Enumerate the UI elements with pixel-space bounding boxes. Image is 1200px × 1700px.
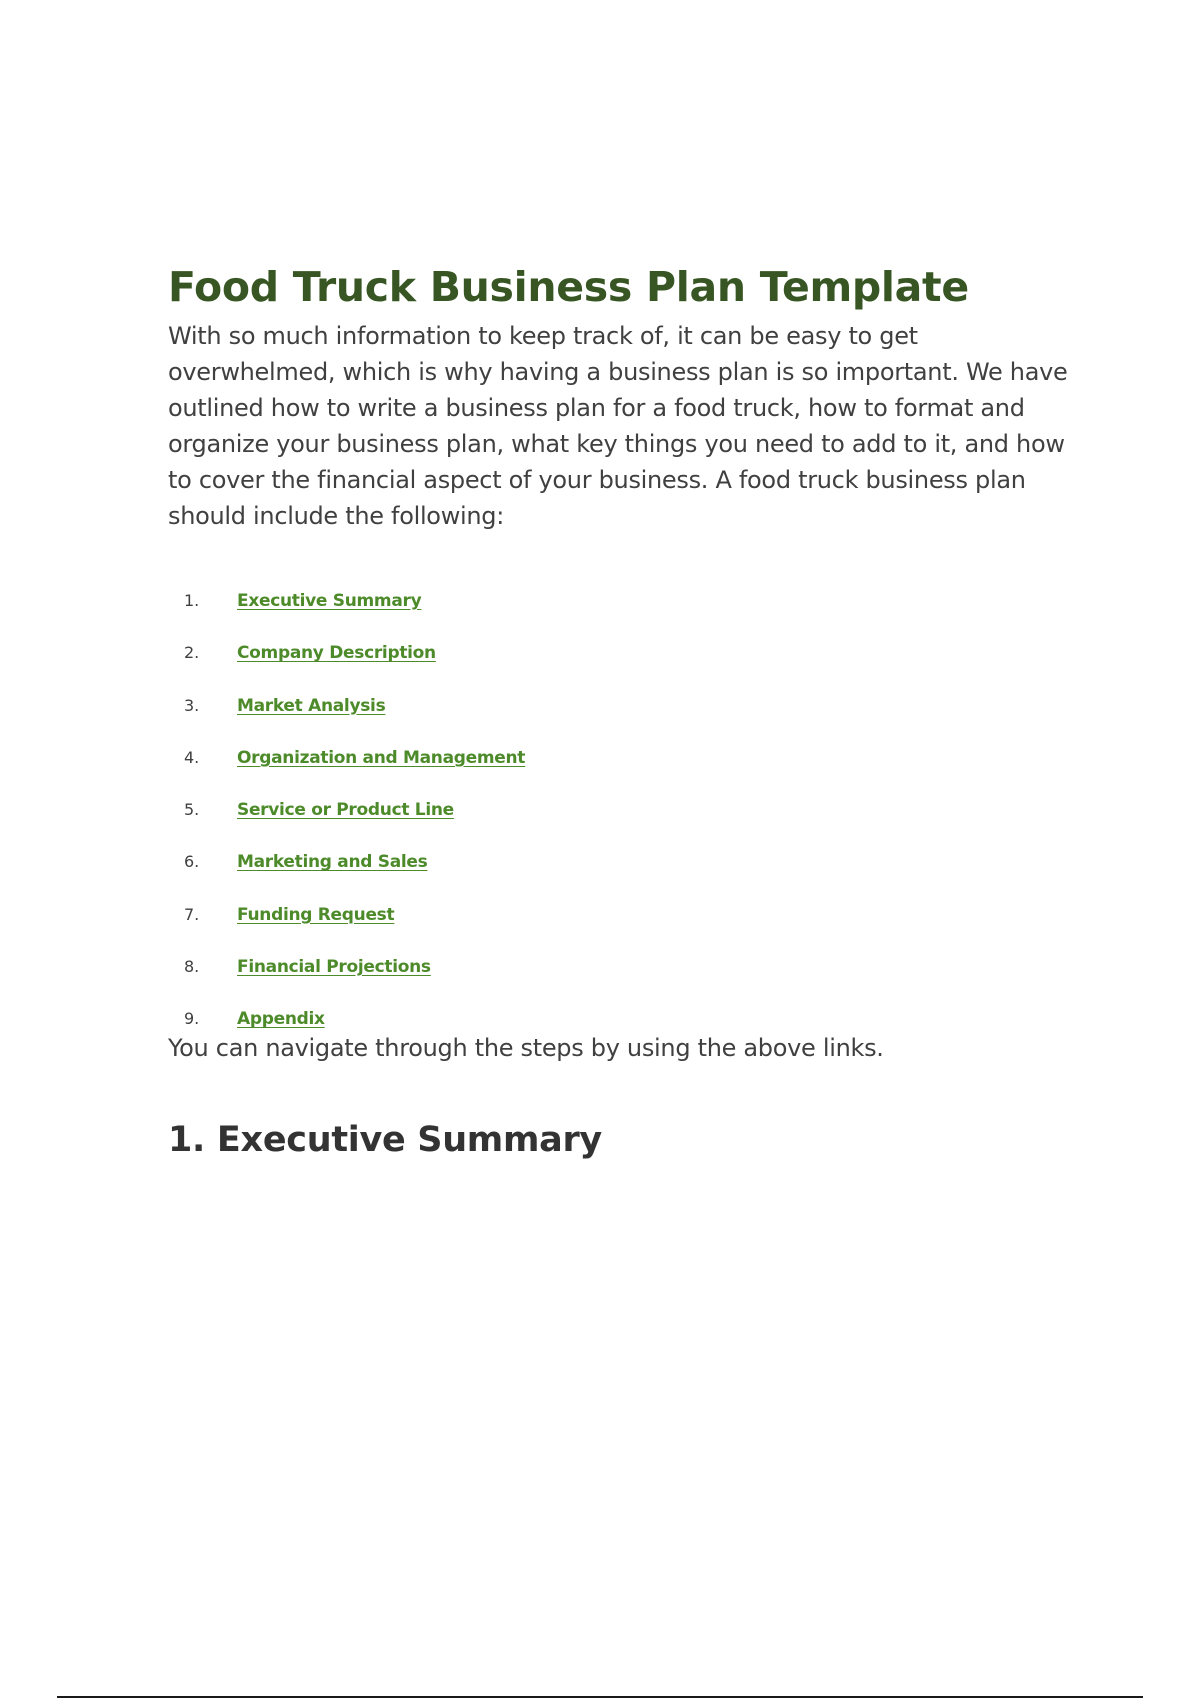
document-content	[168, 262, 1088, 1162]
toc-link-market-analysis[interactable]: Market Analysis	[237, 695, 386, 716]
toc-item-organization-and-management	[168, 743, 1088, 795]
section-heading-executive-summary: 1. Executive Summary	[168, 1120, 602, 1161]
toc-link-appendix[interactable]: Appendix	[237, 1009, 325, 1030]
toc-link-organization-and-management[interactable]: Organization and Management	[237, 747, 526, 768]
toc-link-financial-projections[interactable]: Financial Projections	[237, 957, 431, 978]
toc-item-executive-summary	[168, 586, 1088, 638]
toc-item-company-description	[168, 638, 1088, 690]
toc-number: 3.	[184, 695, 200, 715]
toc-link-marketing-and-sales[interactable]: Marketing and Sales	[237, 852, 428, 873]
toc-number: 2.	[184, 643, 200, 663]
toc-number: 4.	[184, 747, 200, 767]
toc-item-appendix	[168, 1004, 1088, 1028]
toc-item-funding-request	[168, 900, 1088, 952]
toc-item-financial-projections	[168, 952, 1088, 1004]
intro-paragraph: With so much information to keep track of, it can be easy to get overwhelmed, which is why having a business plan is so important. We have outlined how to write a business plan for a food truck, how to format and organize your business plan, what key things you need to add to it, and how to cover the financial aspect of your business. A food truck business plan should include the following:	[168, 322, 1068, 530]
toc-item-marketing-and-sales	[168, 847, 1088, 899]
toc-number: 6.	[184, 852, 200, 872]
toc-link-executive-summary[interactable]: Executive Summary	[237, 591, 422, 611]
navigation-note: You can navigate through the steps by using the above links.	[168, 1034, 884, 1063]
page-bottom-rule	[57, 1696, 1143, 1698]
toc-link-funding-request[interactable]: Funding Request	[237, 904, 395, 925]
toc-number: 9.	[184, 1009, 200, 1029]
toc-number: 8.	[184, 957, 200, 977]
table-of-contents	[168, 586, 1088, 1028]
toc-item-service-or-product-line	[168, 795, 1088, 847]
toc-number: 1.	[184, 591, 200, 610]
toc-link-service-or-product-line[interactable]: Service or Product Line	[237, 800, 454, 821]
document-title: Food Truck Business Plan Template	[168, 263, 969, 311]
toc-number: 7.	[184, 904, 200, 924]
toc-item-market-analysis	[168, 691, 1088, 743]
toc-link-company-description[interactable]: Company Description	[237, 643, 436, 664]
toc-number: 5.	[184, 800, 200, 820]
